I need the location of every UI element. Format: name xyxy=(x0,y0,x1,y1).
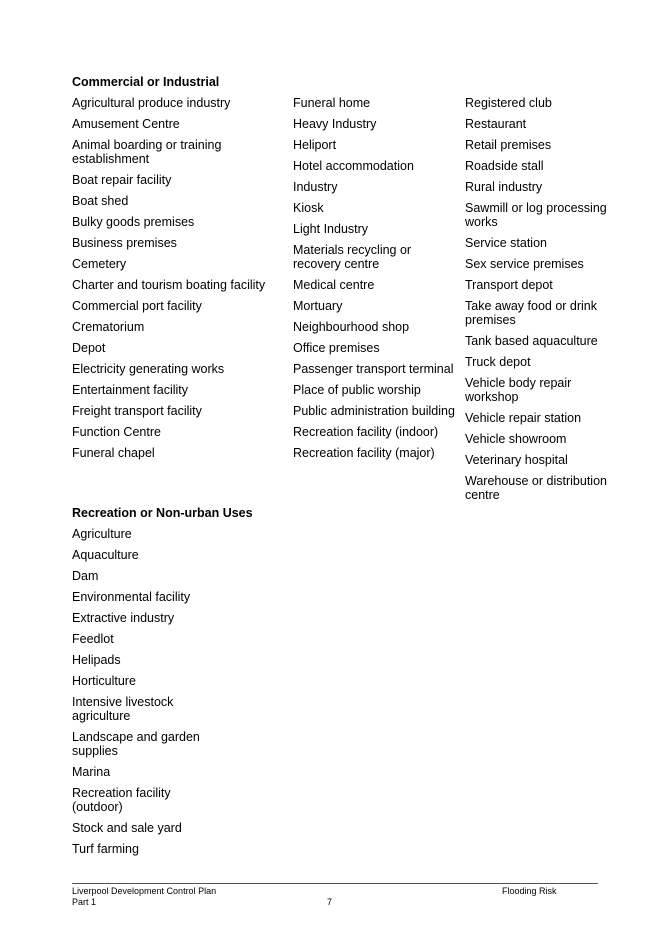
list-item: Light Industry xyxy=(293,222,369,236)
list-item: Helipads xyxy=(72,653,121,667)
list-item: Roadside stall xyxy=(465,159,544,173)
footer-part: Part 1 xyxy=(72,897,97,907)
list-item: Feedlot xyxy=(72,632,114,646)
list-item: Amusement Centre xyxy=(72,117,180,131)
list-item: Heliport xyxy=(293,138,337,152)
list-item: Entertainment facility xyxy=(72,383,189,397)
list-item: Industry xyxy=(293,180,338,194)
list-item: Tank based aquaculture xyxy=(465,334,598,348)
list-item: Recreation facility (major) xyxy=(293,446,435,460)
list-item: Extractive industry xyxy=(72,611,175,625)
list-item: Public administration building xyxy=(293,404,455,418)
list-item: Neighbourhood shop xyxy=(293,320,410,334)
list-item: Turf farming xyxy=(72,842,139,856)
commercial-heading: Commercial or Industrial xyxy=(72,75,220,89)
list-item: Vehicle body repair workshop xyxy=(465,376,572,404)
list-item: Agricultural produce industry xyxy=(72,96,231,110)
list-item: Cemetery xyxy=(72,257,127,271)
list-item: Landscape and garden supplies xyxy=(72,730,200,758)
list-item: Crematorium xyxy=(72,320,145,334)
list-item: Boat shed xyxy=(72,194,129,208)
list-item: Service station xyxy=(465,236,547,250)
list-item: Animal boarding or training establishment xyxy=(72,138,222,166)
list-item: Aquaculture xyxy=(72,548,139,562)
list-item: Take away food or drink premises xyxy=(465,299,598,327)
list-item: Veterinary hospital xyxy=(465,453,568,467)
list-item: Place of public worship xyxy=(293,383,421,397)
list-item: Recreation facility (indoor) xyxy=(293,425,439,439)
recreation-list xyxy=(72,527,212,863)
list-item: Dam xyxy=(72,569,99,583)
list-item: Vehicle repair station xyxy=(465,411,582,425)
list-item: Mortuary xyxy=(293,299,343,313)
list-item: Materials recycling or recovery centre xyxy=(293,243,412,271)
list-item: Passenger transport terminal xyxy=(293,362,454,376)
list-item: Kiosk xyxy=(293,201,324,215)
footer-page-number: 7 xyxy=(327,897,333,907)
list-item: Vehicle showroom xyxy=(465,432,567,446)
list-item: Stock and sale yard xyxy=(72,821,182,835)
list-item: Funeral home xyxy=(293,96,371,110)
list-item: Warehouse or distribution centre xyxy=(465,474,607,502)
list-item: Medical centre xyxy=(293,278,375,292)
list-item: Sex service premises xyxy=(465,257,584,271)
list-item: Function Centre xyxy=(72,425,161,439)
list-item: Agriculture xyxy=(72,527,132,541)
list-item: Truck depot xyxy=(465,355,531,369)
list-item: Marina xyxy=(72,765,111,779)
footer-section-title: Flooding Risk xyxy=(502,886,557,896)
list-item: Transport depot xyxy=(465,278,553,292)
list-item: Registered club xyxy=(465,96,552,110)
list-item: Bulky goods premises xyxy=(72,215,195,229)
list-item: Sawmill or log processing works xyxy=(465,201,607,229)
list-item: Business premises xyxy=(72,236,177,250)
list-item: Environmental facility xyxy=(72,590,191,604)
list-item: Charter and tourism boating facility xyxy=(72,278,266,292)
list-item: Horticulture xyxy=(72,674,136,688)
list-item: Electricity generating works xyxy=(72,362,225,376)
list-item: Boat repair facility xyxy=(72,173,172,187)
list-item: Heavy Industry xyxy=(293,117,377,131)
list-item: Commercial port facility xyxy=(72,299,202,313)
list-item: Retail premises xyxy=(465,138,552,152)
commercial-column-3 xyxy=(465,96,615,509)
list-item: Restaurant xyxy=(465,117,527,131)
commercial-column-1 xyxy=(72,96,272,467)
list-item: Hotel accommodation xyxy=(293,159,414,173)
list-item: Rural industry xyxy=(465,180,543,194)
list-item: Office premises xyxy=(293,341,380,355)
list-item: Depot xyxy=(72,341,106,355)
footer-divider xyxy=(72,883,598,884)
recreation-heading: Recreation or Non-urban Uses xyxy=(72,506,253,520)
list-item: Freight transport facility xyxy=(72,404,202,418)
commercial-column-2 xyxy=(293,96,455,467)
footer-document-title: Liverpool Development Control Plan xyxy=(72,886,217,896)
list-item: Funeral chapel xyxy=(72,446,155,460)
list-item: Intensive livestock agriculture xyxy=(72,695,174,723)
list-item: Recreation facility (outdoor) xyxy=(72,786,171,814)
